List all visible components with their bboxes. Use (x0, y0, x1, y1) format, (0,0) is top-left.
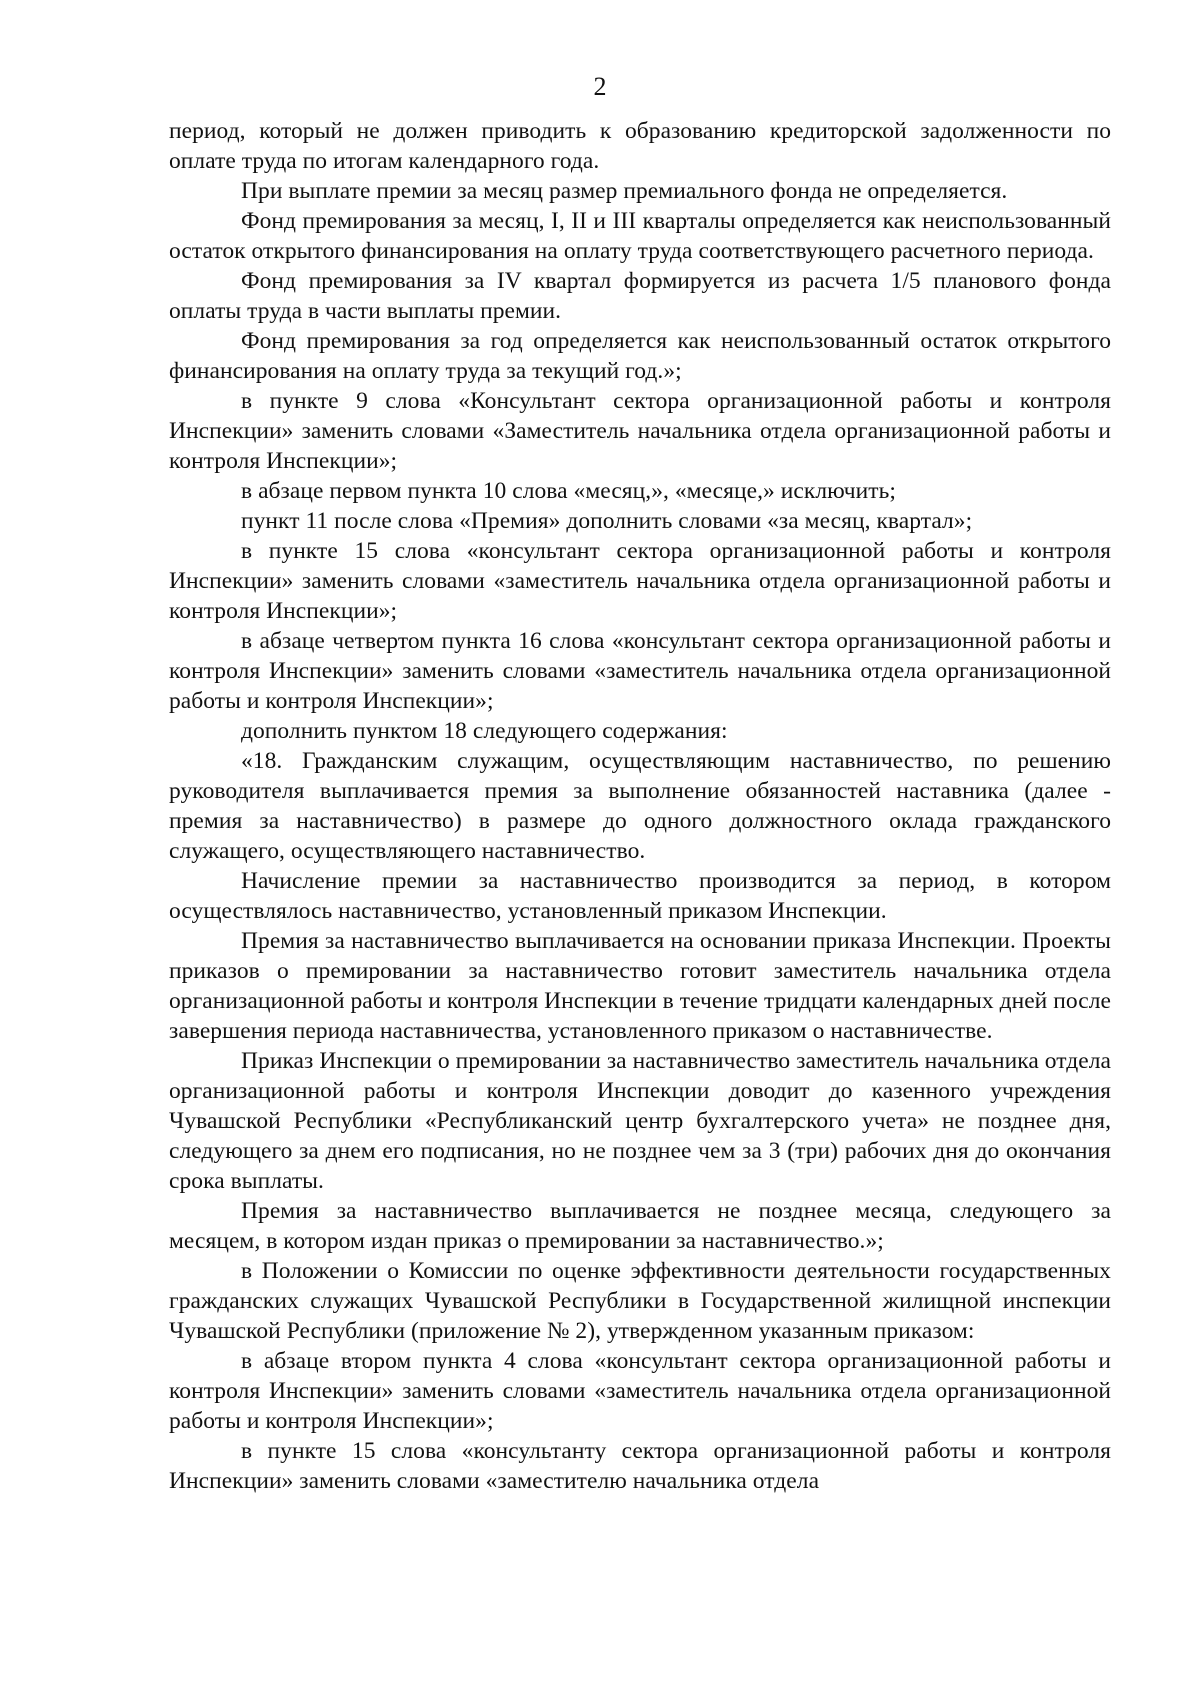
paragraph: Приказ Инспекции о премировании за наставничество заместитель начальника отдела организационной работы и контроля Инспекции доводит до казенного учреждения Чувашской Республики «Республиканский центр бухгалтерского учета» не позднее дня, следующего за днем его подписания, но не позднее чем за 3 (три) рабочих дня до окончания срока выплаты. (169, 1048, 1111, 1194)
paragraph: Начисление премии за наставничество производится за период, в котором осуществлялось наставничество, установленный приказом Инспекции. (169, 868, 1111, 924)
paragraph: в пункте 9 слова «Консультант сектора организационной работы и контроля Инспекции» заменить словами «Заместитель начальника отдела организационной работы и контроля Инспекции»; (169, 388, 1111, 474)
paragraph: в абзаце первом пункта 10 слова «месяц,», «месяце,» исключить; (241, 478, 896, 504)
paragraph: «18. Гражданским служащим, осуществляющим наставничество, по решению руководителя выплачивается премия за выполнение обязанностей наставника (далее - премия за наставничество) в размере до одного должностного оклада гражданского служащего, осуществляющего наставничество. (169, 748, 1111, 864)
paragraph: Фонд премирования за год определяется как неиспользованный остаток открытого финансирования на оплату труда за текущий год.»; (169, 328, 1111, 384)
paragraph: пункт 11 после слова «Премия» дополнить словами «за месяц, квартал»; (241, 508, 973, 534)
page-number: 2 (593, 72, 607, 101)
paragraph: Фонд премирования за месяц, I, II и III кварталы определяется как неиспользованный остаток открытого финансирования на оплату труда соответствующего расчетного периода. (169, 208, 1111, 264)
paragraph: Фонд премирования за IV квартал формируется из расчета 1/5 планового фонда оплаты труда в части выплаты премии. (169, 268, 1111, 324)
paragraph: Премия за наставничество выплачивается на основании приказа Инспекции. Проекты приказов о премировании за наставничество готовит заместитель начальника отдела организационной работы и контроля Инспекции в течение тридцати календарных дней после завершения периода наставничества, установленного приказом о наставничестве. (169, 928, 1111, 1044)
document-body (169, 116, 1111, 1496)
paragraph: в пункте 15 слова «консультанту сектора организационной работы и контроля Инспекции» заменить словами «заместителю начальника отдела (169, 1438, 1111, 1494)
paragraph: в абзаце втором пункта 4 слова «консультант сектора организационной работы и контроля Инспекции» заменить словами «заместитель начальника отдела организационной работы и контроля Инспекции»; (169, 1348, 1111, 1434)
paragraph: в абзаце четвертом пункта 16 слова «консультант сектора организационной работы и контроля Инспекции» заменить словами «заместитель начальника отдела организационной работы и контроля Инспекции»; (169, 628, 1111, 714)
paragraph: в пункте 15 слова «консультант сектора организационной работы и контроля Инспекции» заменить словами «заместитель начальника отдела организационной работы и контроля Инспекции»; (169, 538, 1111, 624)
paragraph: дополнить пунктом 18 следующего содержания: (241, 718, 728, 744)
paragraph: Премия за наставничество выплачивается не позднее месяца, следующего за месяцем, в котором издан приказ о премировании за наставничество.»; (169, 1198, 1111, 1254)
paragraph: в Положении о Комиссии по оценке эффективности деятельности государственных гражданских служащих Чувашской Республики в Государственной жилищной инспекции Чувашской Республики (приложение № 2), утвержденном указанным приказом: (169, 1258, 1111, 1344)
paragraph: период, который не должен приводить к образованию кредиторской задолженности по оплате труда по итогам календарного года. (169, 118, 1111, 174)
paragraph: При выплате премии за месяц размер премиального фонда не определяется. (241, 178, 1008, 204)
